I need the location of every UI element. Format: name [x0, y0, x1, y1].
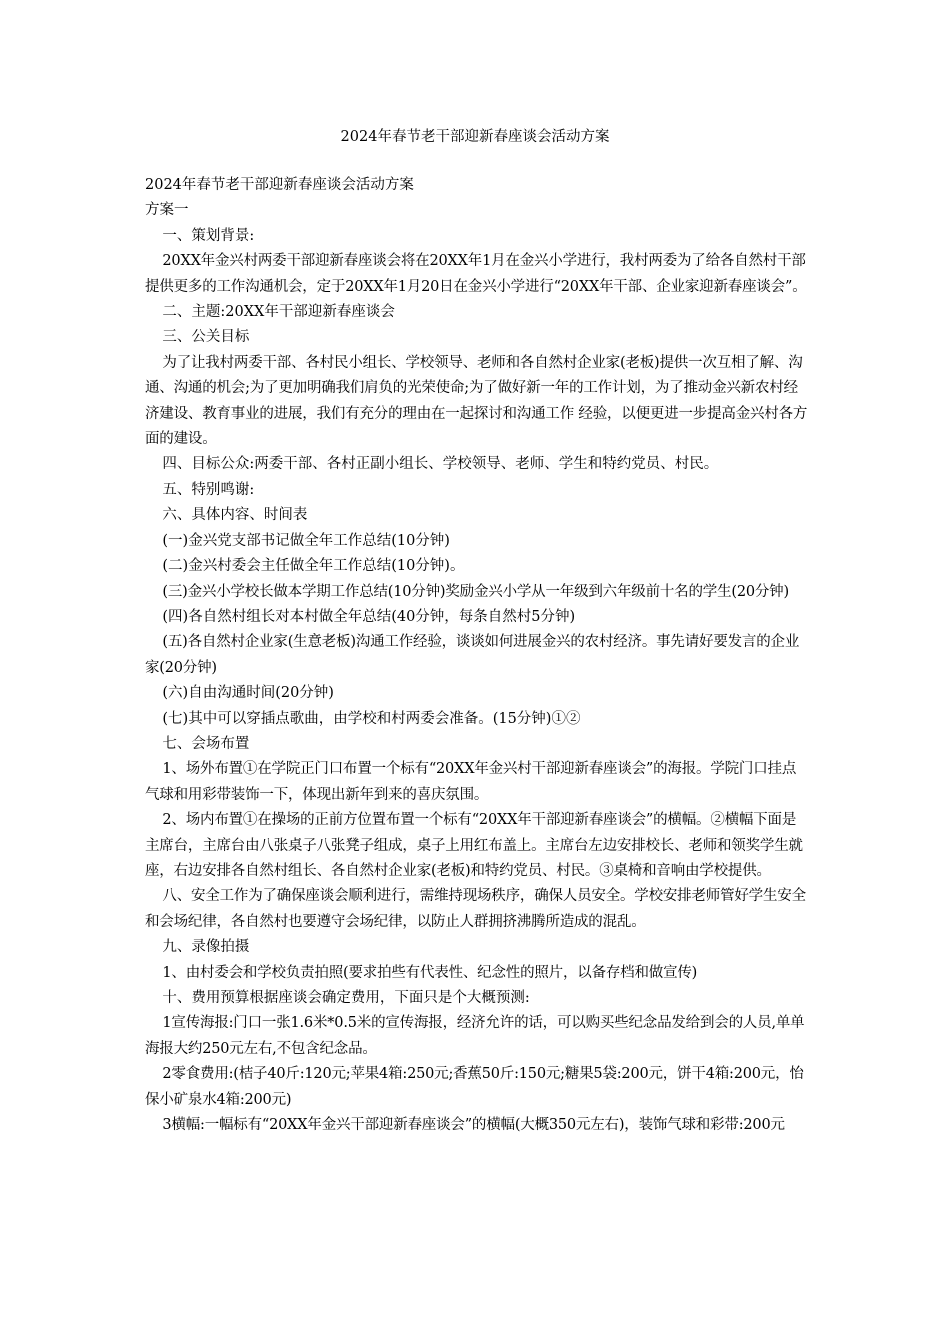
schedule-item: (一)金兴党支部书记做全年工作总结(10分钟)	[162, 532, 450, 549]
document-title: 2024年春节老干部迎新春座谈会活动方案	[340, 129, 610, 145]
section-venue-layout: 七、会场布置	[162, 735, 250, 752]
paragraph-outdoor-layout: 1、场外布置①在学院正门口布置一个标有“20XX年金兴村干部迎新春座谈会”的海报。学院门口挂点气球和用彩带装饰一下，体现出新年到来的喜庆氛围。	[145, 761, 797, 803]
schedule-item: (六)自由沟通时间(20分钟)	[162, 685, 334, 702]
document-body	[145, 173, 809, 1138]
schedule-item: (四)各自然村组长对本村做全年总结(40分钟，每条自然村5分钟)	[162, 608, 576, 625]
paragraph-heading: 2024年春节老干部迎新春座谈会活动方案	[145, 177, 414, 193]
paragraph-filming-text: 1、由村委会和学校负责拍照(要求拍些有代表性、纪念性的照片，以备存档和做宣传)	[162, 964, 698, 981]
section-theme: 二、主题:20XX年干部迎新春座谈会	[162, 304, 395, 321]
budget-item: 3横幅:一幅标有“20XX年金兴干部迎新春座谈会”的横幅(大概350元左右)，装饰气球和彩带:200元	[162, 1117, 785, 1134]
budget-item: 2零食费用:(桔子40斤:120元;苹果4箱:250元;香蕉50斤:150元;糖果5袋:200元，饼干4箱:200元，怡保小矿泉水4箱:200元)	[145, 1066, 804, 1108]
section-schedule: 六、具体内容、时间表	[162, 507, 308, 524]
section-safety: 八、安全工作为了确保座谈会顺利进行，需维持现场秩序，确保人员安全。学校安排老师管好学生安全和会场纪律，各自然村也要遵守会场纪律，以防止人群拥挤沸腾所造成的混乱。	[145, 888, 806, 930]
section-acknowledgements: 五、特别鸣谢:	[162, 481, 255, 498]
paragraph-pr-goal-text: 为了让我村两委干部、各村民小组长、学校领导、老师和各自然村企业家(老板)提供一次互相了解、沟通、沟通的机会;为了更加明确我们肩负的光荣使命;为了做好新一年的工作计划，为了推动金兴新农村经济建设、教育事业的进展，我们有充分的理由在一起探讨和沟通工作 经验，以便更进一步提高金兴村各方面的建设。	[145, 354, 808, 448]
schedule-item: (三)金兴小学校长做本学期工作总结(10分钟)奖励金兴小学从一年级到六年级前十名的学生(20分钟)	[162, 583, 789, 600]
paragraph-plan-label: 方案一	[145, 202, 189, 219]
paragraph-background-text: 20XX年金兴村两委干部迎新春座谈会将在20XX年1月在金兴小学进行，我村两委为了给各自然村干部提供更多的工作沟通机会，定于20XX年1月20日在金兴小学进行“20XX年干部、企业家迎新春座谈会”。	[145, 253, 807, 295]
section-budget: 十、费用预算根据座谈会确定费用，下面只是个大概预测:	[162, 990, 530, 1006]
schedule-item: (二)金兴村委会主任做全年工作总结(10分钟)。	[162, 558, 465, 575]
schedule-item: (七)其中可以穿插点歌曲，由学校和村两委会准备。(15分钟)①②	[162, 710, 581, 727]
schedule-item: (五)各自然村企业家(生意老板)沟通工作经验，谈谈如何进展金兴的农村经济。事先请好要发言的企业家(20分钟)	[145, 634, 800, 676]
section-target-audience: 四、目标公众:两委干部、各村正副小组长、学校领导、老师、学生和特约党员、村民。	[162, 456, 719, 473]
section-pr-goal: 三、公关目标	[162, 329, 250, 346]
paragraph-indoor-layout: 2、场内布置①在操场的正前方位置布置一个标有“20XX年干部迎新春座谈会”的横幅。②横幅下面是主席台，主席台由八张桌子八张凳子组成，桌子上用红布盖上。主席台左边安排校长、老师和领奖学生就座，右边安排各自然村组长、各自然村企业家(老板)和特约党员、村民。③桌椅和音响由学校提供。	[145, 812, 803, 879]
budget-item: 1宣传海报:门口一张1.6米*0.5米的宣传海报，经济允许的话，可以购买些纪念品发给到会的人员,单单海报大约250元左右,不包含纪念品。	[145, 1015, 805, 1057]
section-filming: 九、录像拍摄	[162, 939, 250, 956]
section-background: 一、策划背景:	[162, 227, 255, 244]
